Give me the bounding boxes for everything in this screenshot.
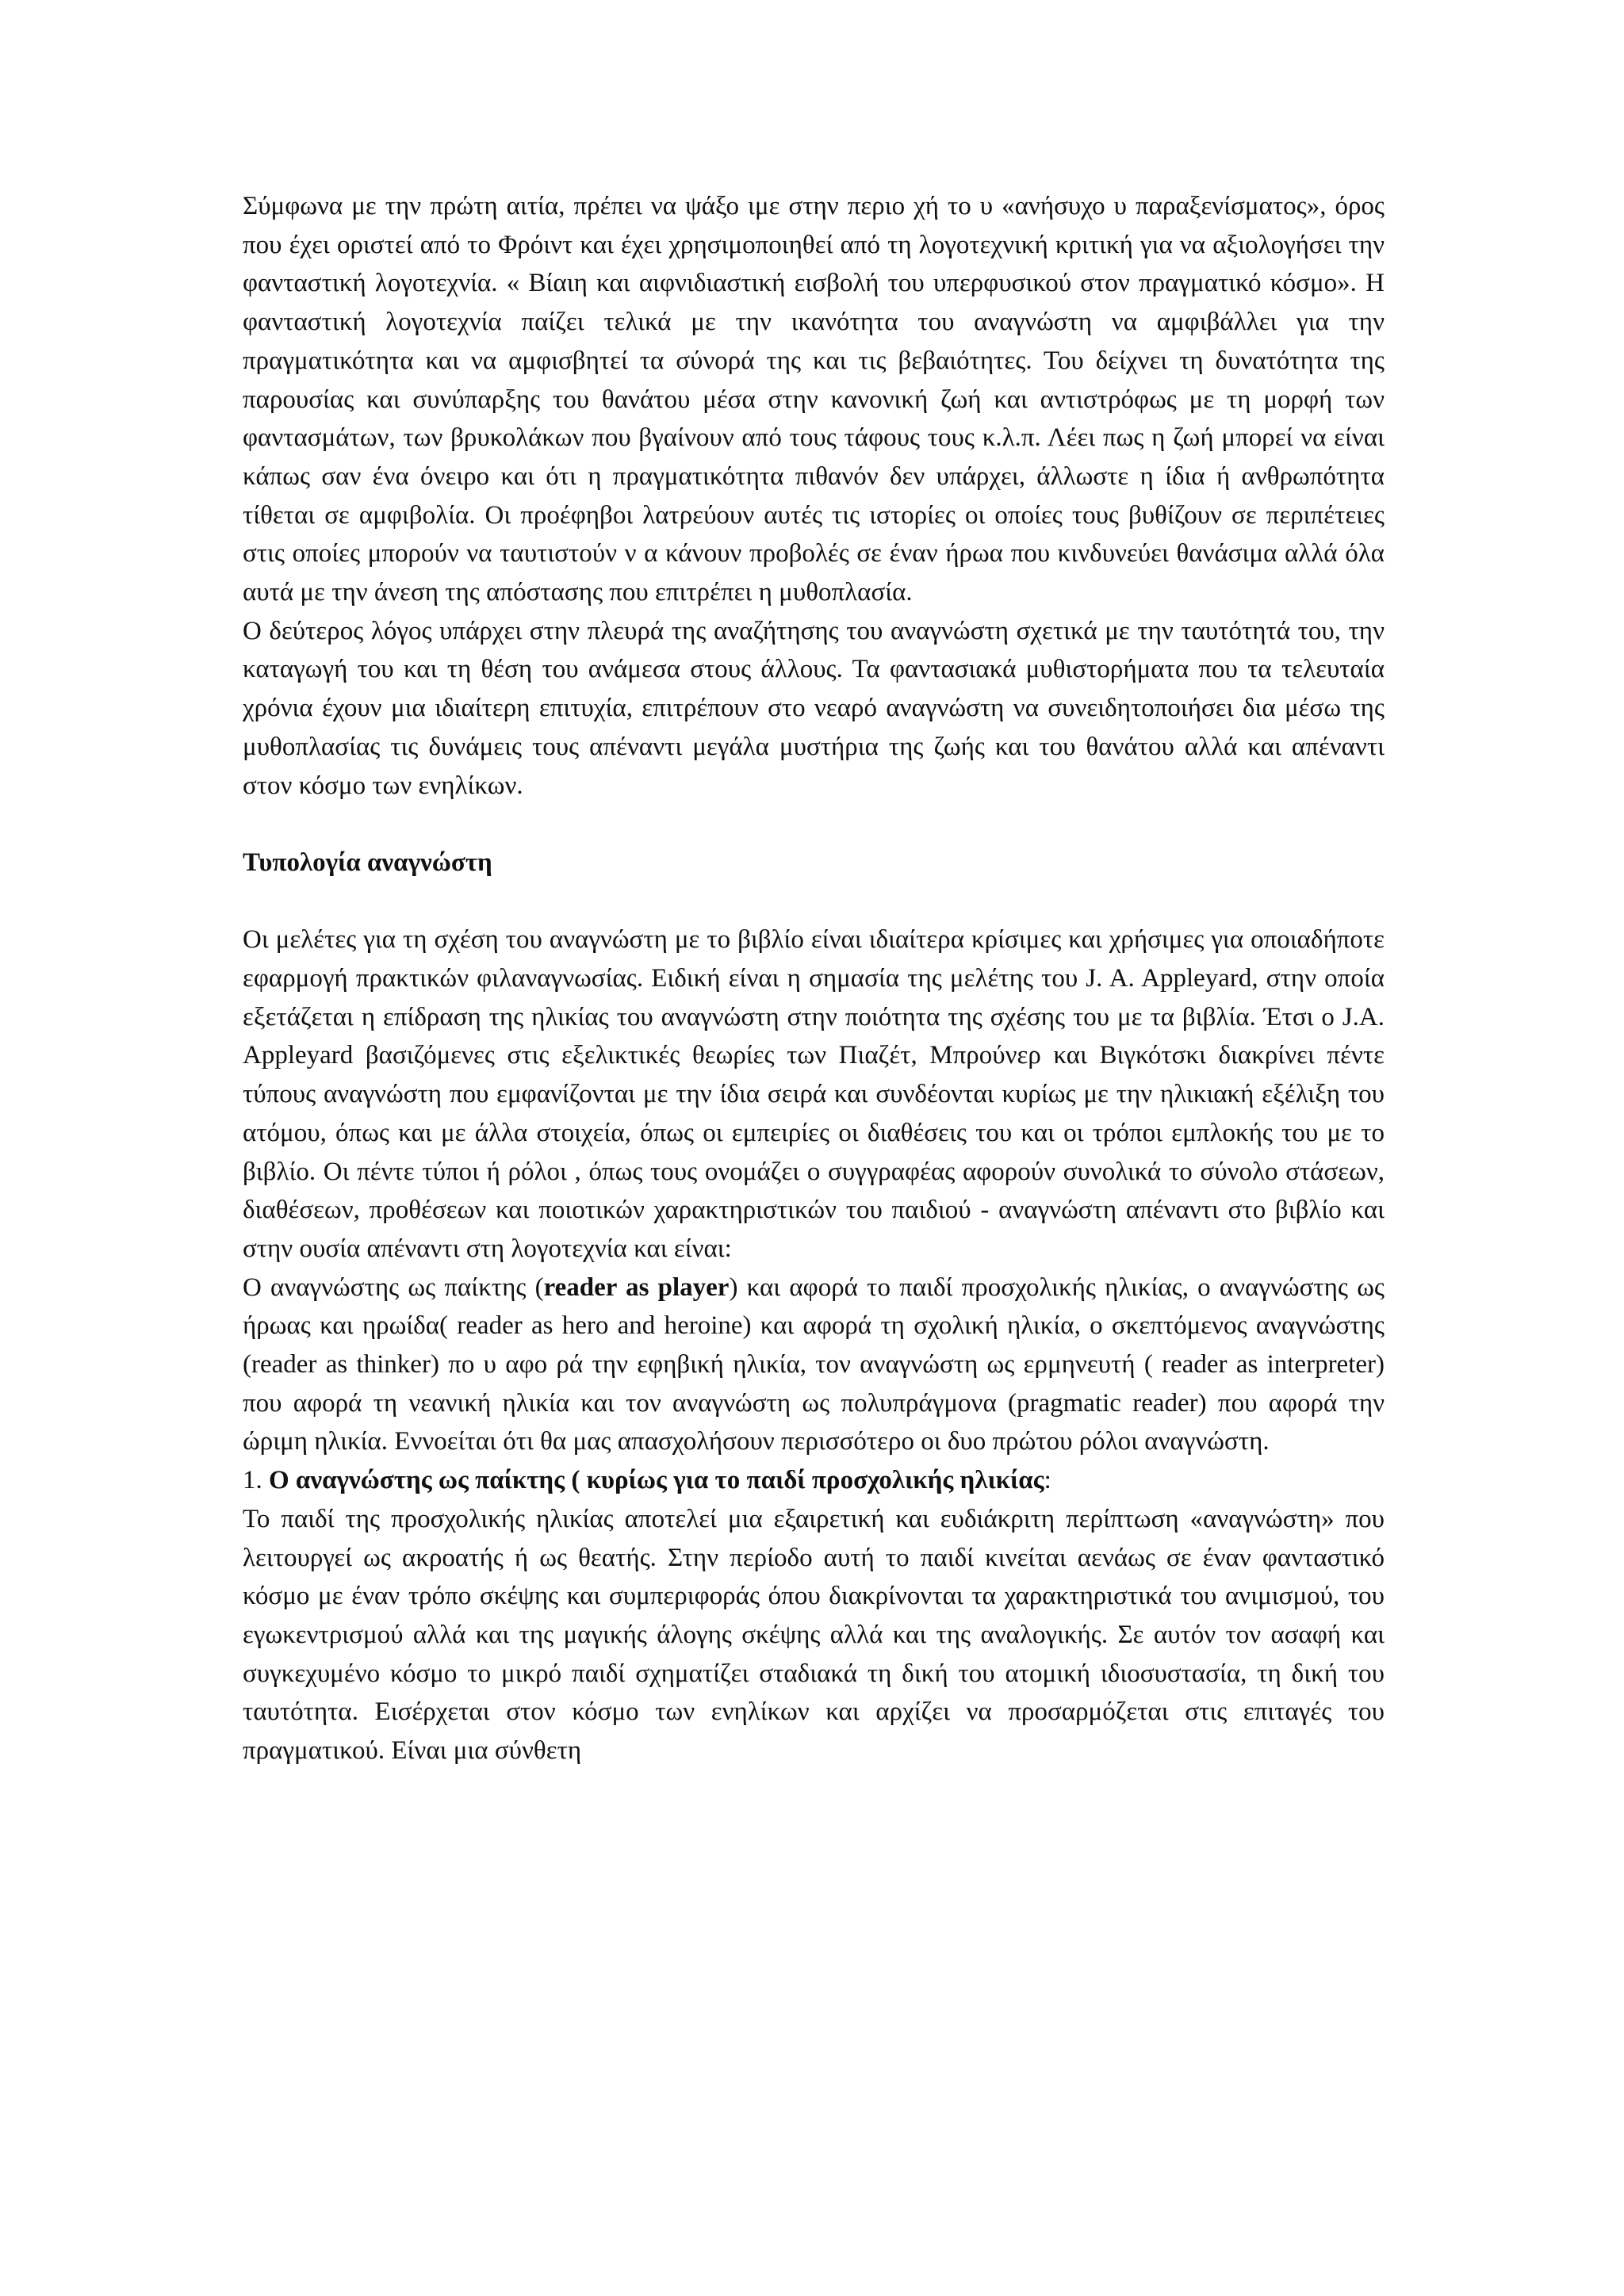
paragraph-second-reason: Ο δεύτερος λόγος υπάρχει στην πλευρά της αναζήτησης του αναγνώστη σχετικά με την ταυτότητά του, την καταγωγή του και τη θέση του ανάμεσα στους άλλους. Τα φαντασιακά μυθιστορήματα που τα τελευταία χρόνια έχουν μια ιδιαίτερη επιτυχία, επιτρέπουν στο νεαρό αναγνώστη να συνειδητοποιήσει δια μέσω της μυθοπλασίας τις δυνάμεις τους απέναντι μεγάλα μυστήρια της ζωής και του θανάτου αλλά και απέναντι στον κόσμο των ενηλίκων. bbox=[243, 616, 1385, 800]
section-heading: Τυπολογία αναγνώστη bbox=[243, 848, 492, 877]
document-page bbox=[243, 187, 1385, 1770]
paragraph-preschool-child: Το παιδί της προσχολικής ηλικίας αποτελεί μια εξαιρετική και ευδιάκριτη περίπτωση «αναγνώστη» που λειτουργεί ως ακροατής ή ως θεατής. Στην περίοδο αυτή το παιδί κινείται αενάως σε έναν φανταστικό κόσμο με έναν τρόπο σκέψης και συμπεριφοράς όπου διακρίνονται τα χαρακτηριστικά του ανιμισμού, του εγωκεντρισμού αλλά και της μαγικής άλογης σκέψης αλλά και της αναλογικής. Σε αυτόν τον ασαφή και συγκεχυμένο κόσμο το μικρό παιδί σχηματίζει σταδιακά τη δική του ατομική ιδιοσυστασία, τη δική του ταυτότητα. Εισέρχεται στον κόσμο των ενηλίκων και αρχίζει να προσαρμόζεται στις επιταγές του πραγματικού. Είναι μια σύνθετη bbox=[243, 1504, 1385, 1766]
subheading-title: Ο αναγνώστης ως παίκτης ( κυρίως για το παιδί προσχολικής ηλικίας bbox=[269, 1466, 1044, 1495]
reader-as-player-term: reader as player bbox=[543, 1272, 730, 1302]
paragraph-reader-roles bbox=[243, 1269, 1385, 1462]
reader-roles-intro: Ο αναγνώστης ως παίκτης ( bbox=[243, 1272, 544, 1302]
paragraph-fantastic-literature: Σύμφωνα με την πρώτη αιτία, πρέπει να ψάξο ιμε στην περιο χή το υ «ανήσυχο υ παραξενίσματος», όρος που έχει οριστεί από το Φρόιντ και έχει χρησιμοποιηθεί από τη λογοτεχνική κριτική για να αξιολογήσει την φανταστική λογοτεχνία. « Βίαιη και αιφνιδιαστική εισβολή του υπερφυσικού στον πραγματικό κόσμο». Η φανταστική λογοτεχνία παίζει τελικά με την ικανότητα του αναγνώστη να αμφιβάλλει για την πραγματικότητα και να αμφισβητεί τα σύνορά της και τις βεβαιότητες. Του δείχνει τη δυνατότητα της παρουσίας και συνύπαρξης του θανάτου μέσα στην κανονική ζωή και αντιστρόφως με τη μορφή των φαντασμάτων, των βρυκολάκων που βγαίνουν από τους τάφους τους κ.λ.π. Λέει πως η ζωή μπορεί να είναι κάπως σαν ένα όνειρο και ότι η πραγματικότητα πιθανόν δεν υπάρχει, άλλωστε η ίδια ή ανθρωπότητα τίθεται σε αμφιβολία. Οι προέφηβοι λατρεύουν αυτές τις ιστορίες οι οποίες τους βυθίζουν σε περιπέτειες στις οποίες μπορούν να ταυτιστούν ν α κάνουν προβολές σε έναν ήρωα που κινδυνεύει θανάσιμα αλλά όλα αυτά με την άνεση της απόστασης που επιτρέπει η μυθοπλασία. bbox=[243, 192, 1385, 607]
paragraph-appleyard-studies: Οι μελέτες για τη σχέση του αναγνώστη με το βιβλίο είναι ιδιαίτερα κρίσιμες και χρήσιμες για οποιαδήποτε εφαρμογή πρακτικών φιλαναγνωσίας. Ειδική είναι η σημασία της μελέτης του J. A. Appleyard, στην οποία εξετάζεται η επίδραση της ηλικίας του αναγνώστη στην ποιότητα της σχέσης του με τα βιβλία. Έτσι ο J.A. Appleyard βασιζόμενες στις εξελικτικές θεωρίες των Πιαζέτ, Μπρούνερ και Βιγκότσκι διακρίνει πέντε τύπους αναγνώστη που εμφανίζονται με την ίδια σειρά και συνδέονται κυρίως με την ηλικιακή εξέλιξη του ατόμου, όπως και με άλλα στοιχεία, όπως οι εμπειρίες οι διαθέσεις του και οι τρόποι εμπλοκής του με το βιβλίο. Οι πέντε τύποι ή ρόλοι , όπως τους ονομάζει ο συγγραφέας αφορούν συνολικά το σύνολο στάσεων, διαθέσεων, προθέσεων και ποιοτικών χαρακτηριστικών του παιδιού - αναγνώστη απέναντι στο βιβλίο και στην ουσία απέναντι στη λογοτεχνία και είναι: bbox=[243, 925, 1385, 1263]
subheading-colon: : bbox=[1044, 1466, 1051, 1495]
numbered-subheading bbox=[243, 1461, 1385, 1500]
subheading-number: 1. bbox=[243, 1466, 269, 1495]
blank-line bbox=[243, 882, 1385, 921]
blank-line bbox=[243, 805, 1385, 844]
reader-roles-rest: ) και αφορά το παιδί προσχολικής ηλικίας, ο αναγνώστης ως ήρωας και ηρωίδα( reader as hero and heroine) και αφορά τη σχολική ηλικία, ο σκεπτόμενος αναγνώστης (reader as thinker) πο υ αφο ρά την εφηβική ηλικία, τον αναγνώστη ως ερμηνευτή ( reader as interpreter) που αφορά τη νεανική ηλικία και τον αναγνώστη ως πολυπράγμονα (pragmatic reader) που αφορά την ώριμη ηλικία. Εννοείται ότι θα μας απασχολήσουν περισσότερο οι δυο πρώτου ρόλοι αναγνώστη. bbox=[243, 1272, 1385, 1456]
